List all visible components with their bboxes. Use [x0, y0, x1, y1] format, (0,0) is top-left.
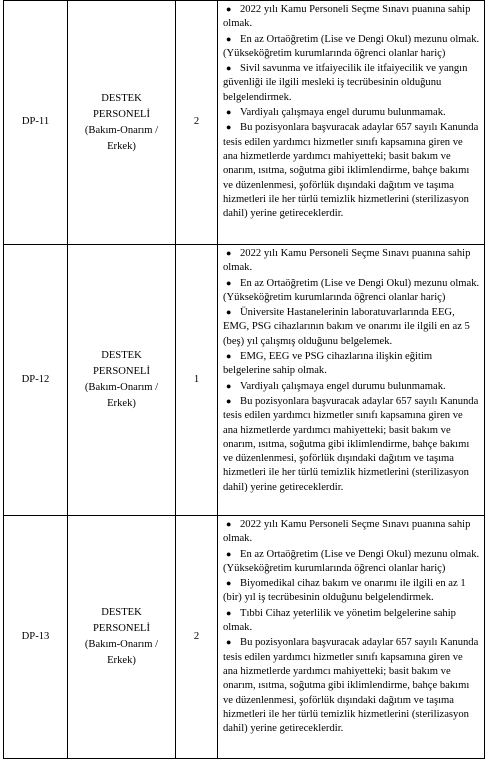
- table-row: [4, 1, 485, 245]
- list-item: ● En az Ortaöğretim (Lise ve Dengi Okul) mezunu olmak. (Yükseköğretim kurumlarında öğrenci olanlar hariç): [223, 548, 480, 574]
- list-item: ● Bu pozisyonlara başvuracak adaylar 657 sayılı Kanunda tesis edilen yardımcı hizmetler sınıfı kapsamına giren ve ana hizmetlerde yardımcı mahiyetteki; basit bakım ve onarım, ısıtma, soğutma gibi iklimlendirme, bahçe bakımı ve düzenlenmesi, şoförlük dışındaki dağıtım ve taşıma hizmetleri ile her türlü temizlik hizmetlerini (sterilizasyon dahil) yerine getireceklerdir.: [223, 122, 479, 220]
- list-item: ● 2022 yılı Kamu Personeli Seçme Sınavı puanına sahip olmak.: [223, 519, 471, 545]
- list-item: ● Vardiyalı çalışmaya engel durumu bulunmamak.: [223, 105, 480, 120]
- bullet-icon: ●: [226, 248, 232, 258]
- table-row: [4, 516, 485, 759]
- position-title: DESTEK PERSONELİ (Bakım-Onarım / Erkek): [68, 245, 176, 516]
- bullet-icon: ●: [226, 122, 232, 133]
- list-item: ● Bu pozisyonlara başvuracak adaylar 657 sayılı Kanunda tesis edilen yardımcı hizmetler sınıfı kapsamına giren ve ana hizmetlerde yardımcı mahiyetteki; basit bakım ve onarım, ısıtma, soğutma gibi iklimlendirme, bahçe bakımı ve düzenlenmesi, şoförlük dışındaki dağıtım ve taşıma hizmetleri ile her türlü temizlik hizmetlerini (sterilizasyon dahil) yerine getireceklerdir.: [223, 637, 479, 735]
- position-code: DP-12: [4, 245, 68, 516]
- requirements-cell: [218, 516, 485, 759]
- bullet-icon: ●: [226, 351, 232, 362]
- position-code: DP-11: [4, 1, 68, 245]
- bullet-icon: ●: [226, 277, 232, 288]
- bullet-icon: ●: [226, 548, 232, 559]
- position-count: 2: [176, 516, 218, 759]
- positions-table: [3, 0, 485, 759]
- table-row: [4, 245, 485, 516]
- list-item: ● 2022 yılı Kamu Personeli Seçme Sınavı puanına sahip olmak.: [223, 248, 471, 274]
- list-item: ● Vardiyalı çalışmaya engel durumu bulunmamak.: [223, 379, 480, 394]
- bullet-icon: ●: [226, 519, 232, 529]
- bullet-icon: ●: [226, 107, 232, 118]
- requirements-cell: [218, 245, 485, 516]
- position-title: DESTEK PERSONELİ (Bakım-Onarım / Erkek): [68, 516, 176, 759]
- bullet-icon: ●: [226, 578, 232, 589]
- list-item: ● Üniversite Hastanelerinin laboratuvarlarında EEG, EMG, PSG cihazlarının bakım ve onarımı ile ilgili en az 5 (beş) yıl çalışmış olduğunu belgelemek.: [223, 307, 470, 347]
- list-item: ● 2022 yılı Kamu Personeli Seçme Sınavı puanına sahip olmak.: [223, 4, 471, 30]
- position-count: 1: [176, 245, 218, 516]
- list-item: ● En az Ortaöğretim (Lise ve Dengi Okul) mezunu olmak. (Yükseköğretim kurumlarında öğrenci olanlar hariç): [223, 33, 480, 59]
- list-item: ● EMG, EEG ve PSG cihazlarına ilişkin eğitim belgelerine sahip olmak.: [223, 351, 433, 377]
- bullet-icon: ●: [226, 380, 232, 391]
- requirements-cell: [218, 1, 485, 245]
- bullet-icon: ●: [226, 63, 232, 74]
- position-count: 2: [176, 1, 218, 245]
- bullet-icon: ●: [226, 33, 232, 44]
- position-code: DP-13: [4, 516, 68, 759]
- bullet-icon: ●: [226, 4, 232, 14]
- list-item: ● Tıbbi Cihaz yeterlilik ve yönetim belgelerine sahip olmak.: [223, 607, 456, 634]
- list-item: ● Biyomedikal cihaz bakım ve onarımı ile ilgili en az 1 (bir) yıl iş tecrübesinin olduğunu belgelendirmek.: [223, 578, 466, 604]
- position-title: DESTEK PERSONELİ (Bakım-Onarım / Erkek): [68, 1, 176, 245]
- list-item: ● Bu pozisyonlara başvuracak adaylar 657 sayılı Kanunda tesis edilen yardımcı hizmetler sınıfı kapsamına giren ve ana hizmetlerde yardımcı mahiyetteki; basit bakım ve onarım, ısıtma, soğutma gibi iklimlendirme, bahçe bakımı ve düzenlenmesi, şoförlük dışındaki dağıtım ve taşıma hizmetleri ile her türlü temizlik hizmetlerini (sterilizasyon dahil) yerine getireceklerdir.: [223, 395, 479, 493]
- bullet-icon: ●: [226, 395, 232, 406]
- bullet-icon: ●: [226, 307, 232, 318]
- list-item: ● Sivil savunma ve itfaiyecilik ile itfaiyecilik ve yangın güvenliği ile ilgili mesleki iş tecrübesinin olduğunu belgelendirmek.: [223, 63, 468, 103]
- bullet-icon: ●: [226, 607, 232, 618]
- list-item: ● En az Ortaöğretim (Lise ve Dengi Okul) mezunu olmak. (Yükseköğretim kurumlarında öğrenci olanlar hariç): [223, 277, 480, 303]
- bullet-icon: ●: [226, 637, 232, 648]
